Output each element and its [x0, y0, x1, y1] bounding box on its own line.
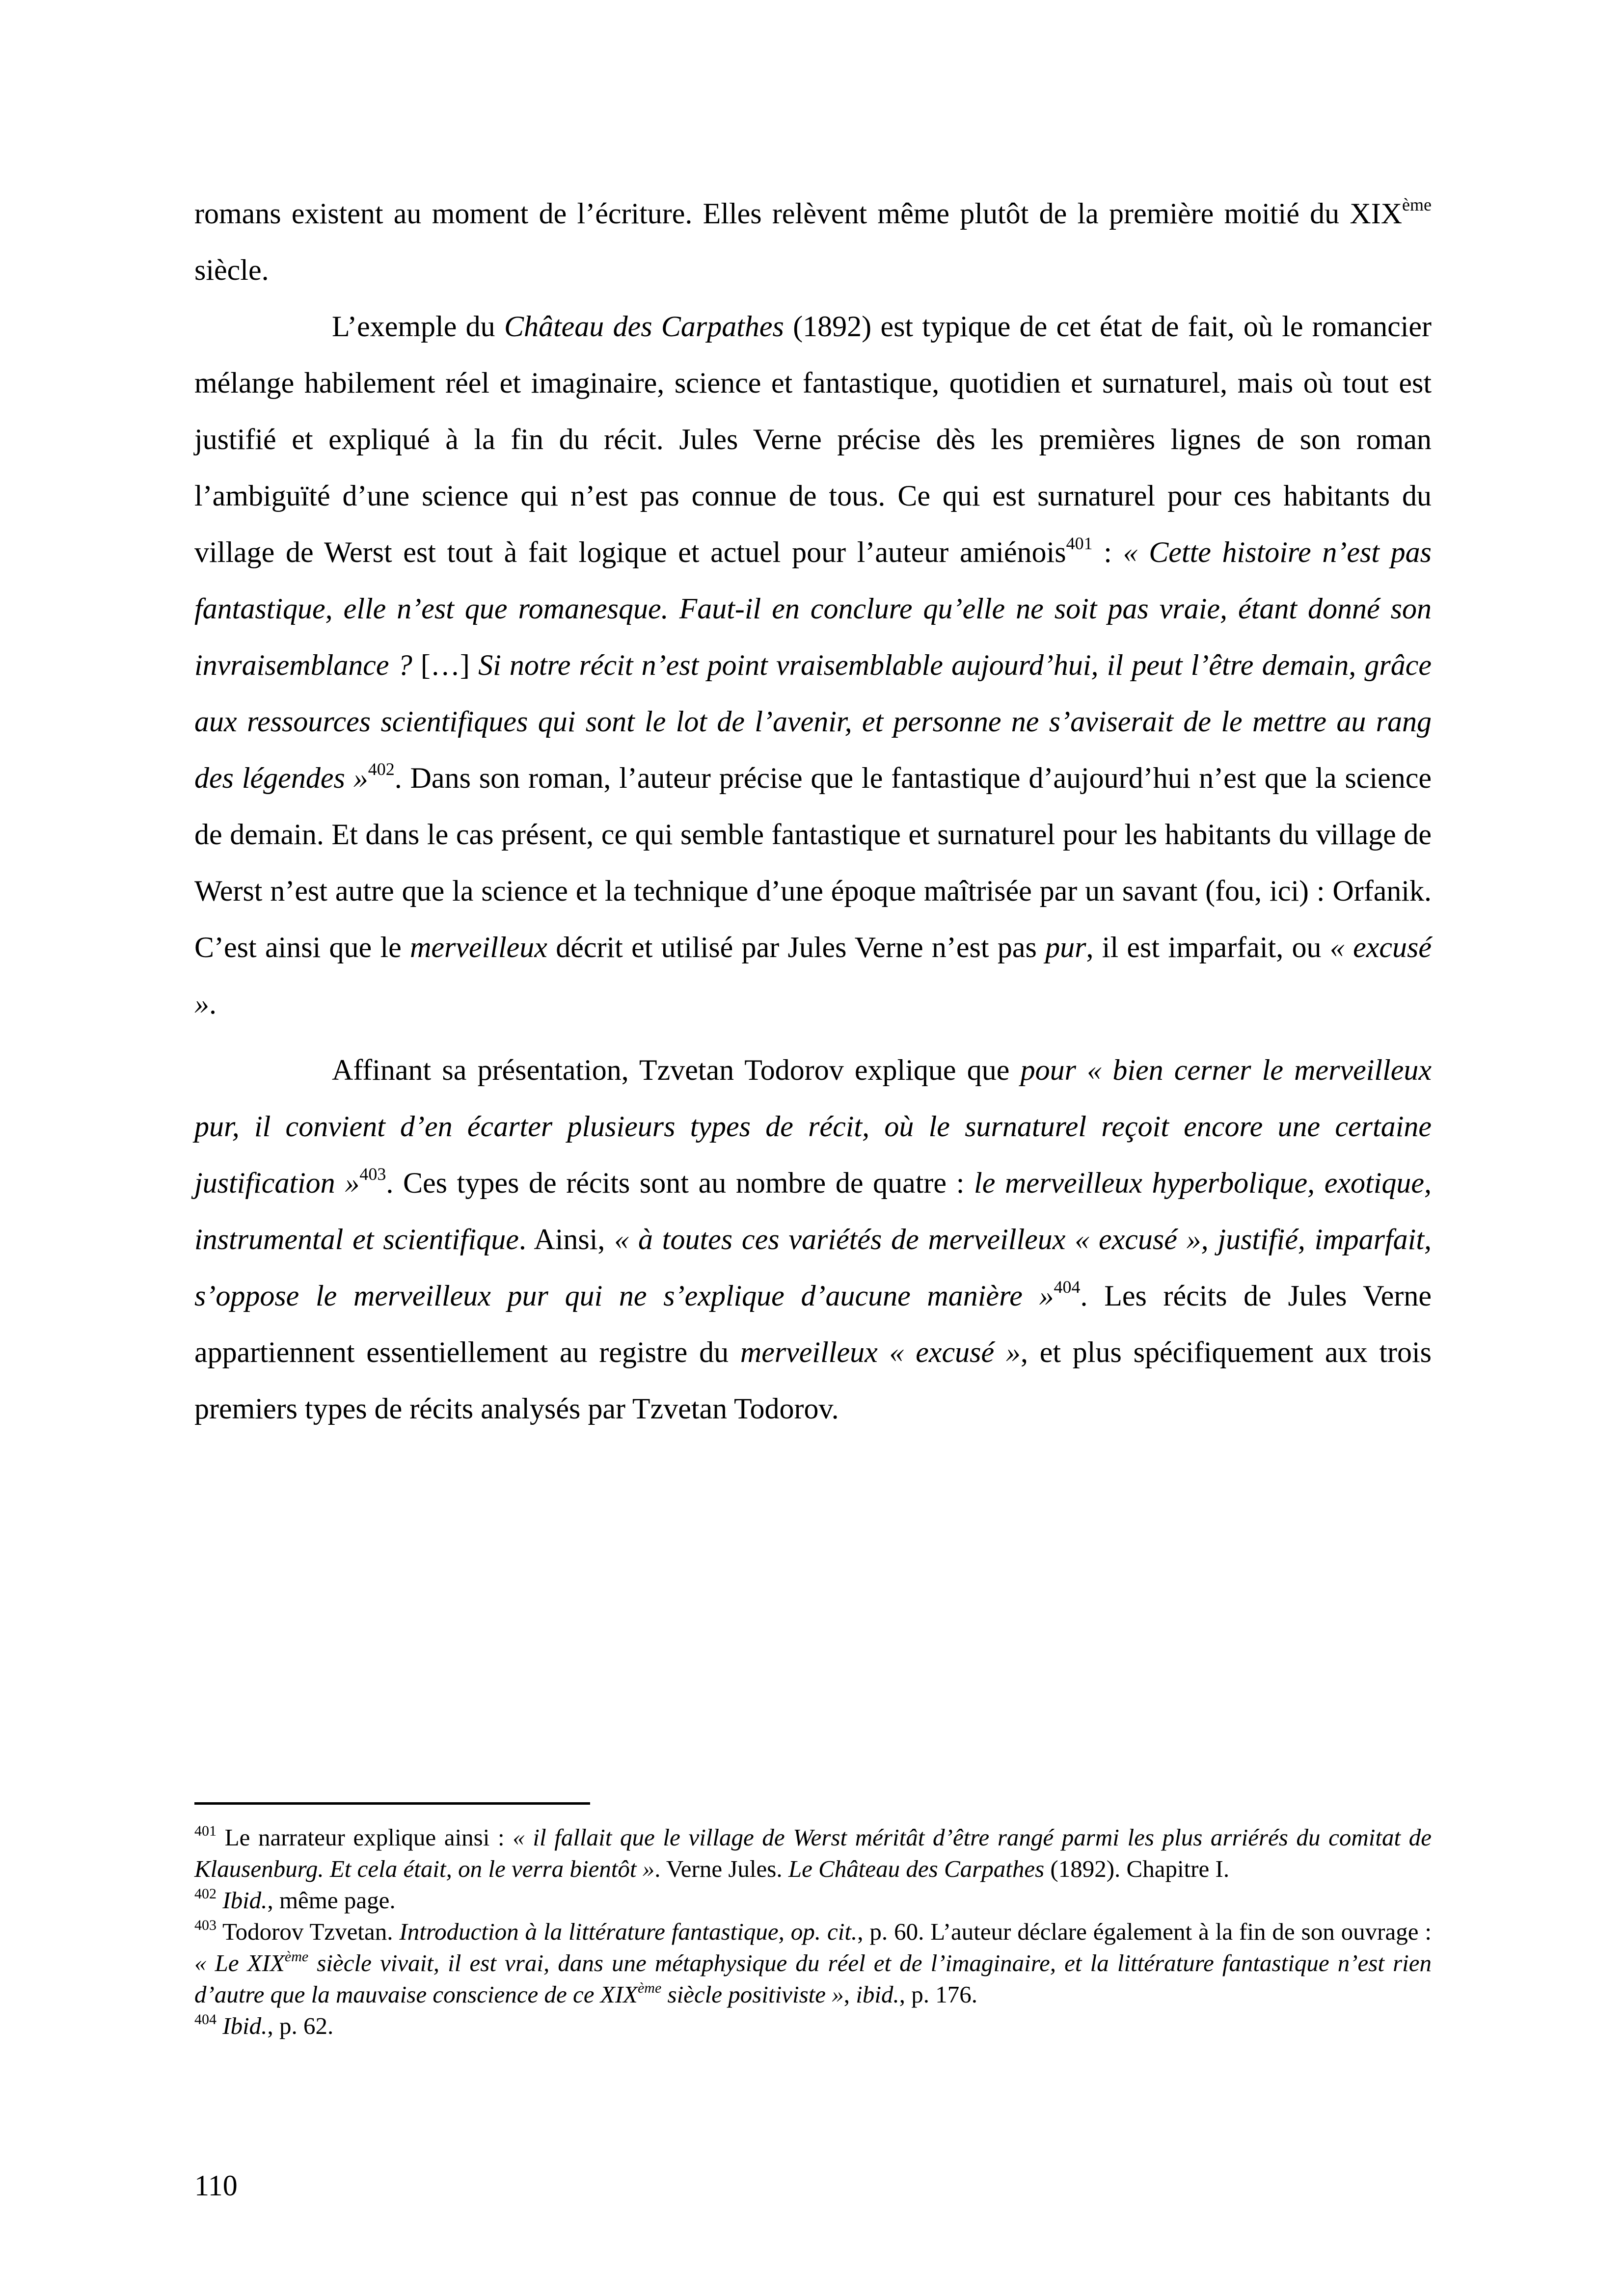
footnote-separator [194, 1802, 590, 1805]
text-run: , p. 176. [899, 1981, 977, 2008]
text-run: , [843, 1981, 856, 2008]
page-number: 110 [194, 2169, 238, 2202]
footnote-number: 404 [194, 2011, 216, 2028]
italic-text: pur [1045, 931, 1086, 963]
footnote-number: 403 [194, 1917, 216, 1933]
footnote-ref: 401 [1066, 534, 1093, 553]
text-run: . Les récits de Jules Verne appartiennent essentiellement au registre du [194, 1280, 1432, 1368]
footnote-404 [194, 2010, 1432, 2042]
footnote-ref: 402 [368, 759, 395, 779]
footnotes [194, 1822, 1432, 2042]
footnote-ref: ème [1402, 195, 1432, 214]
text-run: . Ainsi, [518, 1223, 615, 1255]
italic-text: Introduction à la littérature fantastique, op. cit. [399, 1918, 858, 1945]
text-run: . Ces types de récits sont au nombre de quatre : [386, 1167, 974, 1199]
text-run: , p. 62. [267, 2012, 334, 2039]
text-run: Todorov Tzvetan. [216, 1918, 400, 1945]
italic-text: le merveilleux hyperbolique, exotique, instrumental et scientifique [194, 1167, 1432, 1255]
italic-text: « Le XIX [194, 1949, 285, 1976]
italic-text: Ibid. [222, 1887, 268, 1914]
text-run: , même page. [267, 1887, 396, 1914]
text-run: L’exemple du [332, 310, 504, 343]
text-run: . Verne Jules. [654, 1855, 788, 1882]
text-run: . Dans son roman, l’auteur précise que le fantastique d’aujourd’hui n’est que la science de demain. Et dans le cas présent, ce qui semble fantastique et surnaturel pour les habitants du village de Werst n’est autre que la science et la technique d’une époque maîtrisée par un savant (fou, ici) : Orfanik. C’est ainsi que le [194, 762, 1432, 963]
italic-text: siècle vivait, il est vrai, dans une métaphysique du réel et de l’imaginaire, et la littérature fantastique n’est rien d’autre que la mauvaise conscience de ce XIX [194, 1949, 1432, 2008]
text-run: décrit et utilisé par Jules Verne n’est pas [547, 931, 1046, 963]
italic-text: merveilleux [410, 931, 547, 963]
italic-text: Le Château des Carpathes [788, 1855, 1045, 1882]
italic-text: « excusé » [194, 931, 1432, 1020]
footnote-402 [194, 1885, 1432, 1916]
italic-text: « Cette histoire n’est pas fantastique, elle n’est que romanesque. Faut-il en conclure qu’elle ne soit pas vraie, étant donné son invraisemblance ? [194, 536, 1432, 681]
text-run: , p. 60. L’auteur déclare également à la fin de son ouvrage : [857, 1918, 1432, 1945]
text-run: (1892) est typique de cet état de fait, où le romancier mélange habilement réel et imaginaire, science et fantastique, quotidien et surnaturel, mais où tout est justifié et expliqué à la fin du récit. Jules Verne précise dès les premières lignes de son roman l’ambiguïté d’une science qui n’est pas connue de tous. Ce qui est surnaturel pour ces habitants du village de Werst est tout à fait logique et actuel pour l’auteur amiénois [194, 310, 1432, 568]
paragraph [194, 298, 1432, 1032]
italic-text: siècle positiviste » [661, 1981, 844, 2008]
text-run: , il est imparfait, ou [1086, 931, 1330, 963]
text-run: siècle. [194, 254, 269, 286]
text-run: romans existent au moment de l’écriture. Elles relèvent même plutôt de la première moitié du XIX [194, 197, 1403, 230]
paragraph [194, 186, 1432, 298]
italic-text: « à toutes ces variétés de merveilleux « excusé », justifié, imparfait, s’oppose le merveilleux pur qui ne s’explique d’aucune manière » [194, 1223, 1432, 1312]
italic-text: « il fallait que le village de Werst méritât d’être rangé parmi les plus arriérés du comitat de Klausenburg. Et cela était, on le verra bientôt » [194, 1824, 1432, 1882]
text-run: (1892). Chapitre I. [1044, 1855, 1230, 1882]
text-run: . [209, 988, 216, 1020]
footnote-ref: ème [637, 1980, 662, 1996]
italic-text: ibid. [856, 1981, 899, 2008]
text-run: Affinant sa présentation, Tzvetan Todorov explique que [332, 1054, 1021, 1086]
footnote-ref: 404 [1054, 1277, 1081, 1297]
paragraph [194, 1042, 1432, 1437]
italic-text: Ibid. [222, 2012, 268, 2039]
body-text [194, 186, 1432, 1437]
text-run [216, 1887, 222, 1914]
footnote-number: 401 [194, 1823, 216, 1839]
footnote-number: 402 [194, 1886, 216, 1902]
footnote-401 [194, 1822, 1432, 1885]
text-run: Le narrateur explique ainsi : [216, 1824, 513, 1851]
italic-text: pour « bien cerner le merveilleux pur, il convient d’en écarter plusieurs types de récit, où le surnaturel reçoit encore une certaine justification » [194, 1054, 1432, 1199]
footnote-ref: 403 [359, 1164, 386, 1184]
text-run: […] [412, 649, 479, 681]
italic-text: merveilleux « excusé » [740, 1336, 1021, 1368]
text-run: : [1092, 536, 1123, 568]
text-run: , et plus spécifiquement aux trois premiers types de récits analysés par Tzvetan Todorov. [194, 1336, 1432, 1425]
text-run [216, 2012, 222, 2039]
footnote-403 [194, 1916, 1432, 2010]
paragraph-gap [194, 1032, 1432, 1042]
footnote-ref: ème [284, 1949, 309, 1965]
italic-text: Si notre récit n’est point vraisemblable aujourd’hui, il peut l’être demain, grâce aux ressources scientifiques qui sont le lot de l’avenir, et personne ne s’aviserait de le mettre au rang des légendes » [194, 649, 1432, 794]
italic-text: Château des Carpathes [504, 310, 784, 343]
